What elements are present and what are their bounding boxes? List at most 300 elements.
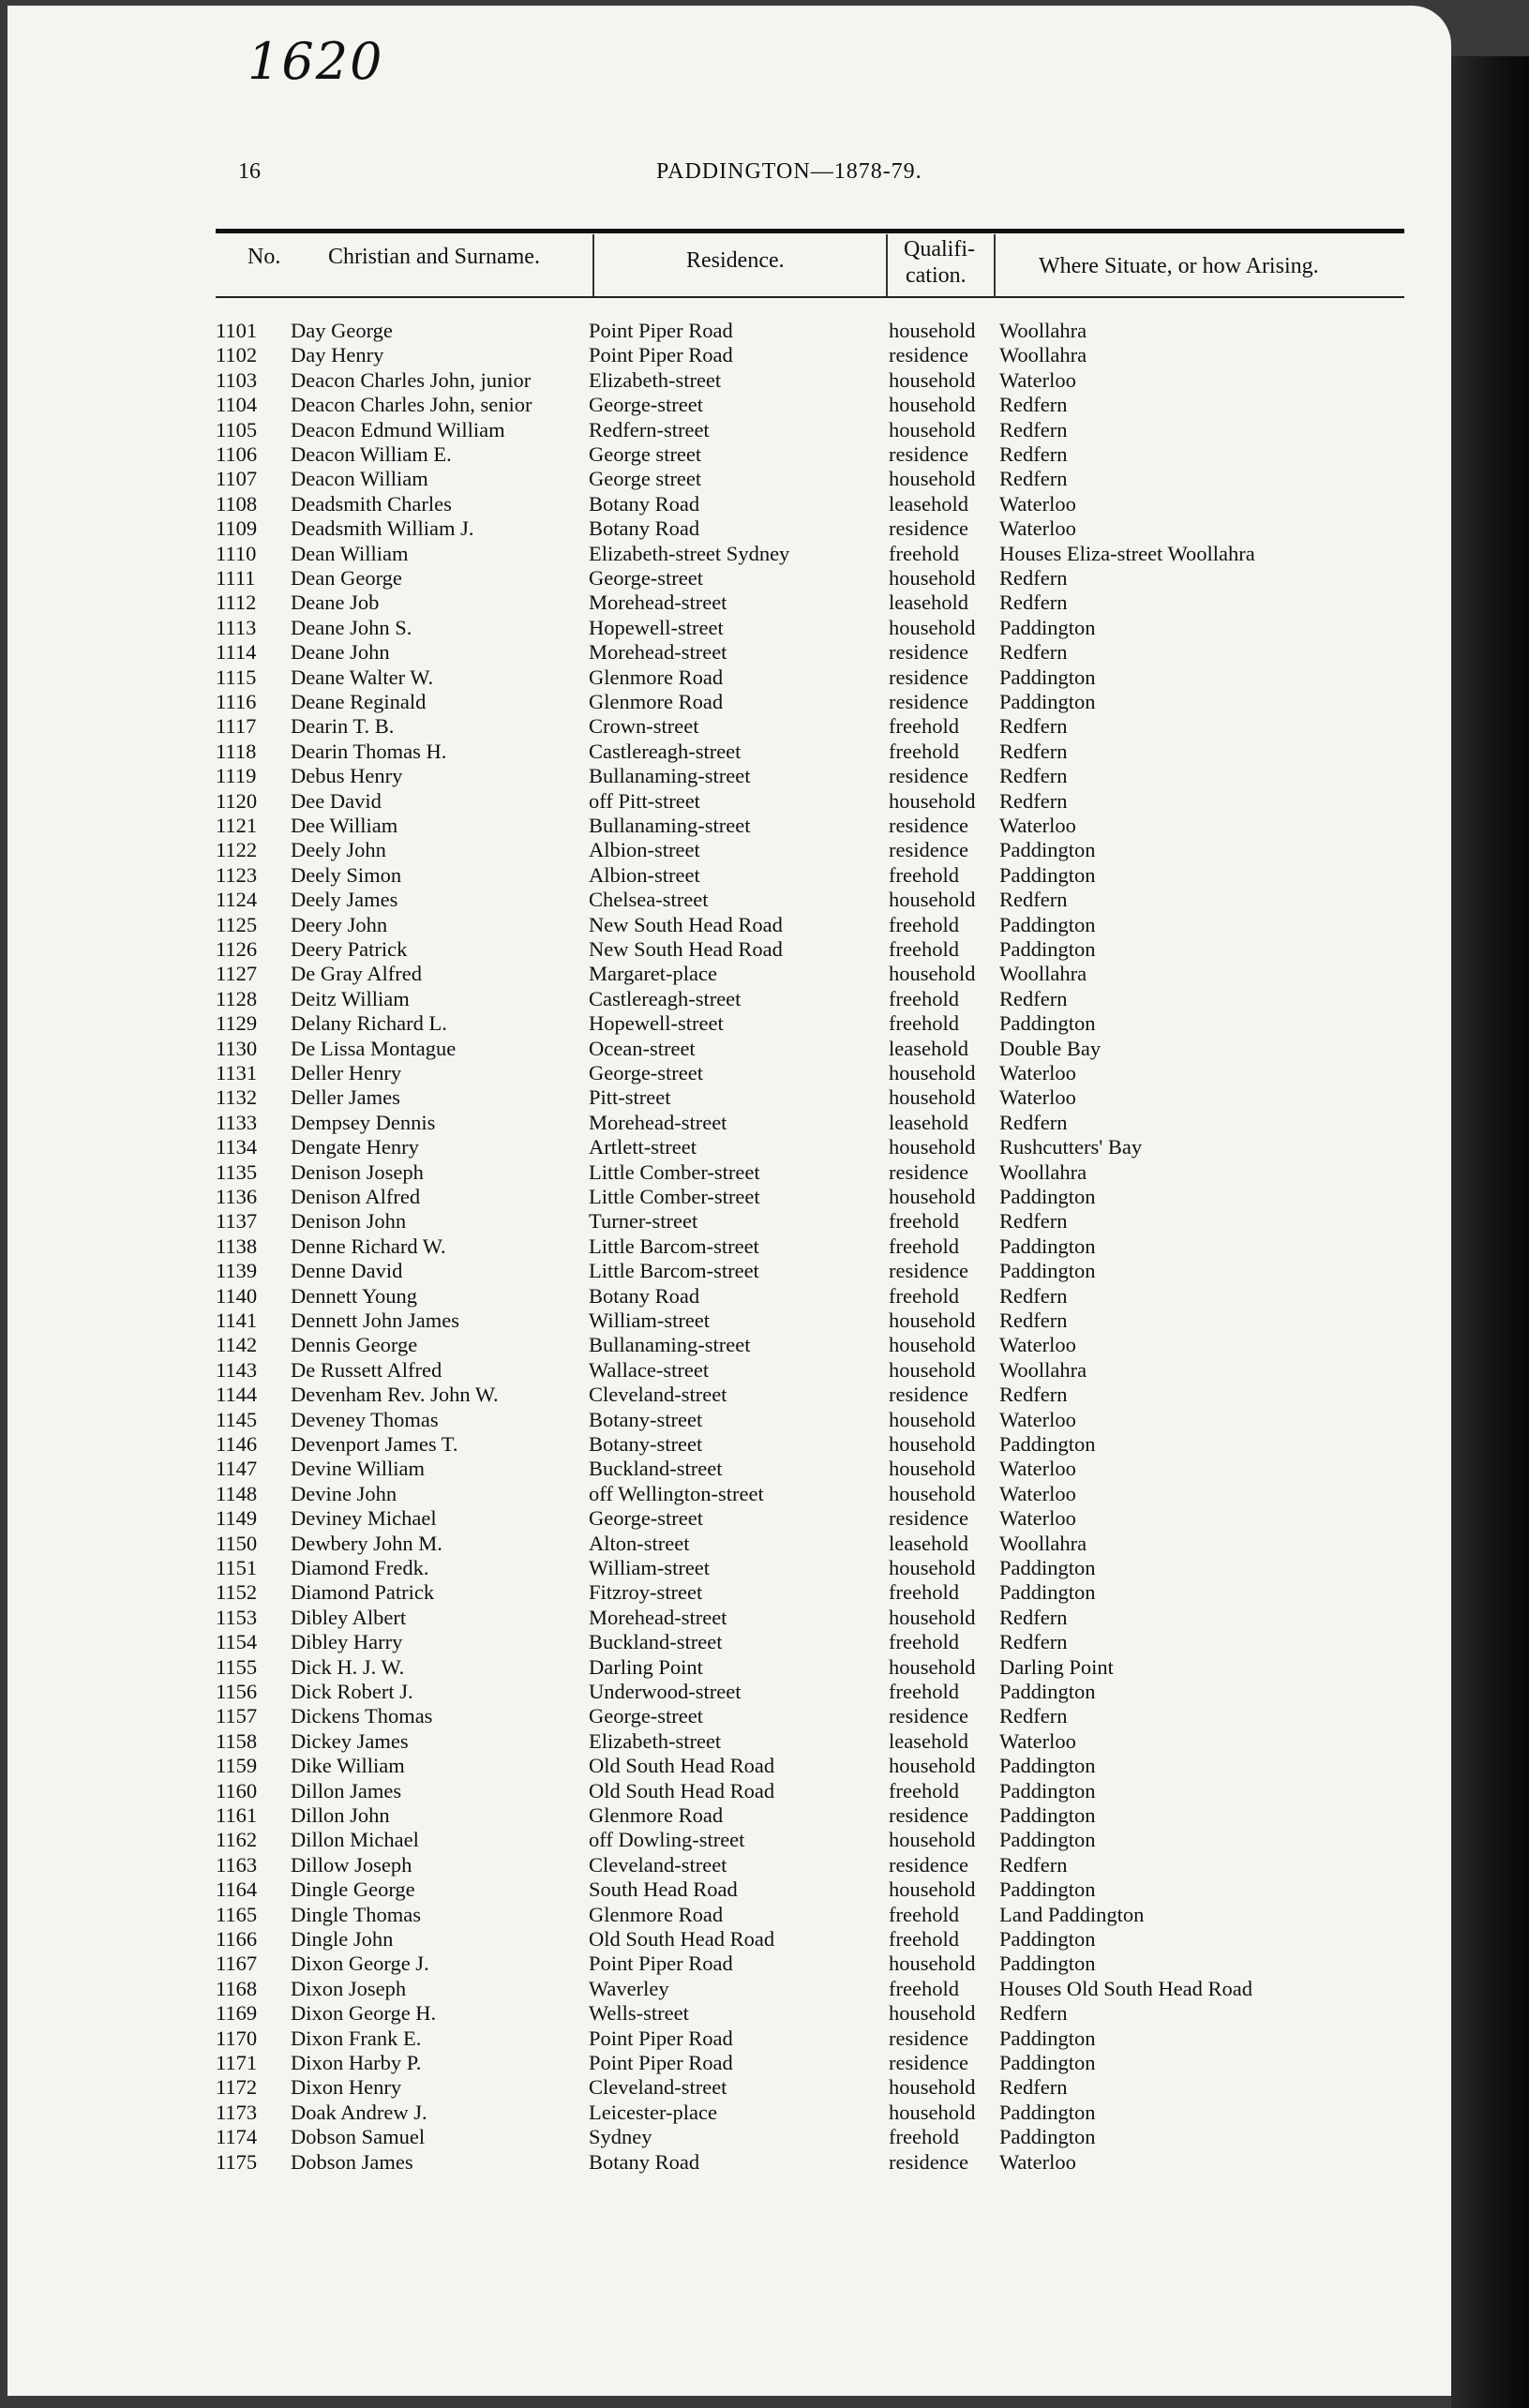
header-name: Christian and Surname. bbox=[328, 245, 540, 269]
elector-name: Devenham Rev. John W. bbox=[291, 1383, 499, 1407]
qualification-cell: freehold bbox=[889, 1209, 959, 1234]
elector-name: Dean George bbox=[291, 566, 402, 590]
qualification-cell: freehold bbox=[889, 937, 959, 961]
where-situate-cell: Redfern bbox=[999, 467, 1068, 491]
where-situate-cell: Paddington bbox=[999, 912, 1096, 936]
where-situate-cell: Paddington bbox=[999, 862, 1096, 887]
table-row bbox=[7, 1482, 1451, 1506]
table-row bbox=[7, 1383, 1451, 1407]
elector-name: Dibley Harry bbox=[291, 1630, 403, 1654]
qualification-cell: freehold bbox=[889, 1580, 959, 1605]
entry-number: 1148 bbox=[216, 1481, 258, 1505]
residence-cell: Cleveland-street bbox=[589, 2075, 727, 2100]
where-situate-cell: Waterloo bbox=[999, 491, 1076, 516]
residence-cell: Elizabeth-street Sydney bbox=[589, 541, 790, 565]
residence-cell: Little Barcom-street bbox=[589, 1259, 759, 1283]
elector-name: Dobson Samuel bbox=[291, 2125, 426, 2149]
residence-cell: Botany Road bbox=[589, 516, 700, 541]
elector-name: Dixon Joseph bbox=[291, 1976, 407, 2000]
qualification-cell: household bbox=[889, 393, 976, 417]
qualification-cell: household bbox=[889, 1333, 976, 1357]
table-row bbox=[7, 1580, 1451, 1605]
table-row bbox=[7, 937, 1451, 962]
qualification-cell: residence bbox=[889, 1506, 968, 1531]
entry-number: 1124 bbox=[216, 888, 258, 912]
entry-number: 1159 bbox=[216, 1754, 258, 1778]
residence-cell: Castlereagh-street bbox=[589, 739, 742, 763]
qualification-cell: household bbox=[889, 962, 976, 986]
qualification-cell: residence bbox=[889, 343, 968, 367]
qualification-cell: residence bbox=[889, 690, 968, 713]
table-row bbox=[7, 1309, 1451, 1333]
residence-cell: Underwood-street bbox=[589, 1680, 742, 1703]
residence-cell: Morehead-street bbox=[589, 591, 727, 615]
entry-number: 1169 bbox=[216, 2001, 258, 2026]
qualification-cell: residence bbox=[889, 764, 968, 788]
entry-number: 1105 bbox=[216, 417, 258, 441]
table-row bbox=[7, 1952, 1451, 1976]
residence-cell: New South Head Road bbox=[589, 912, 783, 936]
entry-number: 1144 bbox=[216, 1383, 258, 1407]
table-row bbox=[7, 764, 1451, 788]
elector-name: Deveney Thomas bbox=[291, 1407, 439, 1431]
table-row bbox=[7, 1037, 1451, 1061]
elector-name: Dewbery John M. bbox=[291, 1531, 442, 1555]
table-row bbox=[7, 1209, 1451, 1234]
residence-cell: George-street bbox=[589, 1061, 704, 1084]
residence-cell: Castlereagh-street bbox=[589, 986, 742, 1010]
entry-number: 1132 bbox=[216, 1085, 258, 1110]
elector-name: Deviney Michael bbox=[291, 1506, 437, 1531]
residence-cell: Hopewell-street bbox=[589, 1011, 724, 1036]
qualification-cell: freehold bbox=[889, 1902, 959, 1926]
entry-number: 1139 bbox=[216, 1259, 258, 1283]
qualification-cell: household bbox=[889, 1061, 976, 1084]
where-situate-cell: Waterloo bbox=[999, 1061, 1076, 1084]
qualification-cell: household bbox=[889, 467, 976, 491]
elector-name: Deadsmith William J. bbox=[291, 516, 474, 541]
residence-cell: Wallace-street bbox=[589, 1357, 710, 1382]
entry-number: 1109 bbox=[216, 516, 258, 541]
table-row bbox=[7, 962, 1451, 986]
entry-number: 1119 bbox=[216, 764, 257, 788]
qualification-cell: household bbox=[889, 2001, 976, 2026]
where-situate-cell: Woollahra bbox=[999, 1159, 1087, 1184]
residence-cell: Point Piper Road bbox=[589, 319, 733, 342]
entry-number: 1117 bbox=[216, 714, 257, 739]
elector-name: Deery Patrick bbox=[291, 937, 408, 961]
entry-number: 1145 bbox=[216, 1407, 258, 1431]
where-situate-cell: Redfern bbox=[999, 2001, 1068, 2026]
elector-name: Deely James bbox=[291, 888, 398, 912]
qualification-cell: household bbox=[889, 1185, 976, 1208]
qualification-cell: leasehold bbox=[889, 1728, 968, 1753]
residence-cell: Waverley bbox=[589, 1976, 669, 2000]
qualification-cell: freehold bbox=[889, 986, 959, 1010]
residence-cell: Sydney bbox=[589, 2125, 652, 2149]
residence-cell: Pitt-street bbox=[589, 1085, 671, 1110]
qualification-cell: household bbox=[889, 319, 976, 342]
residence-cell: Bullanaming-street bbox=[589, 764, 751, 788]
where-situate-cell: Woollahra bbox=[999, 962, 1087, 986]
table-row bbox=[7, 467, 1451, 491]
entry-number: 1134 bbox=[216, 1135, 258, 1159]
where-situate-cell: Paddington bbox=[999, 1754, 1096, 1778]
where-situate-cell: Redfern bbox=[999, 566, 1068, 590]
where-situate-cell: Waterloo bbox=[999, 1481, 1076, 1505]
residence-cell: George street bbox=[589, 442, 702, 466]
table-row bbox=[7, 1729, 1451, 1754]
entry-number: 1135 bbox=[216, 1159, 258, 1184]
elector-name: Deely John bbox=[291, 838, 386, 862]
where-situate-cell: Waterloo bbox=[999, 367, 1076, 392]
qualification-cell: household bbox=[889, 1309, 976, 1332]
table-row bbox=[7, 1506, 1451, 1531]
where-situate-cell: Waterloo bbox=[999, 1506, 1076, 1531]
residence-cell: Wells-street bbox=[589, 2001, 689, 2026]
column-divider bbox=[592, 234, 594, 296]
table-row bbox=[7, 1655, 1451, 1680]
residence-cell: Morehead-street bbox=[589, 640, 727, 665]
table-row bbox=[7, 666, 1451, 690]
qualification-cell: household bbox=[889, 1654, 976, 1679]
table-row bbox=[7, 1259, 1451, 1283]
where-situate-cell: Houses Old South Head Road bbox=[999, 1976, 1252, 2000]
table-row bbox=[7, 2150, 1451, 2175]
table-row bbox=[7, 640, 1451, 665]
residence-cell: Albion-street bbox=[589, 838, 700, 862]
elector-name: Dibley Albert bbox=[291, 1605, 407, 1629]
where-situate-cell: Paddington bbox=[999, 1580, 1096, 1605]
qualification-cell: residence bbox=[889, 442, 968, 466]
where-situate-cell: Redfern bbox=[999, 442, 1068, 466]
where-situate-cell: Paddington bbox=[999, 1828, 1096, 1852]
elector-name: Diamond Fredk. bbox=[291, 1556, 429, 1579]
entry-number: 1129 bbox=[216, 1011, 258, 1036]
entry-number: 1165 bbox=[216, 1902, 258, 1926]
elector-name: Denne Richard W. bbox=[291, 1234, 446, 1258]
where-situate-cell: Waterloo bbox=[999, 1728, 1076, 1753]
entry-number: 1103 bbox=[216, 367, 258, 392]
elector-name: Deane Walter W. bbox=[291, 665, 434, 689]
entry-number: 1150 bbox=[216, 1531, 258, 1555]
elector-name: Deadsmith Charles bbox=[291, 491, 452, 516]
where-situate-cell: Waterloo bbox=[999, 2149, 1076, 2174]
entry-number: 1147 bbox=[216, 1457, 258, 1481]
header-bottom-rule bbox=[216, 296, 1404, 298]
table-row bbox=[7, 393, 1451, 417]
elector-name: Dillon Michael bbox=[291, 1828, 419, 1852]
residence-cell: Alton-street bbox=[589, 1531, 690, 1555]
residence-cell: Fitzroy-street bbox=[589, 1580, 703, 1605]
elector-name: Dobson James bbox=[291, 2149, 413, 2174]
elector-name: Dickey James bbox=[291, 1728, 409, 1753]
where-situate-cell: Redfern bbox=[999, 1605, 1068, 1629]
where-situate-cell: Paddington bbox=[999, 1259, 1096, 1283]
table-row bbox=[7, 542, 1451, 566]
qualification-cell: freehold bbox=[889, 1927, 959, 1951]
elector-name: Deacon Charles John, junior bbox=[291, 367, 532, 392]
entry-number: 1130 bbox=[216, 1036, 258, 1060]
entry-number: 1162 bbox=[216, 1828, 258, 1852]
table-row bbox=[7, 2125, 1451, 2149]
qualification-cell: household bbox=[889, 2075, 976, 2100]
elector-name: Day George bbox=[291, 319, 393, 342]
qualification-cell: freehold bbox=[889, 2125, 959, 2149]
qualification-cell: residence bbox=[889, 1383, 968, 1407]
where-situate-cell: Paddington bbox=[999, 1803, 1096, 1827]
entry-number: 1157 bbox=[216, 1704, 258, 1728]
entry-number: 1171 bbox=[216, 2051, 258, 2074]
table-row bbox=[7, 1061, 1451, 1085]
entry-number: 1123 bbox=[216, 862, 258, 887]
residence-cell: Albion-street bbox=[589, 862, 700, 887]
where-situate-cell: Redfern bbox=[999, 1283, 1068, 1308]
elector-name: Deacon Edmund William bbox=[291, 417, 505, 441]
residence-cell: Botany Road bbox=[589, 491, 700, 516]
elector-name: Deitz William bbox=[291, 986, 410, 1010]
qualification-cell: leasehold bbox=[889, 491, 968, 516]
residence-cell: Old South Head Road bbox=[589, 1927, 775, 1951]
table-row bbox=[7, 1779, 1451, 1803]
elector-name: Devine William bbox=[291, 1457, 426, 1481]
entry-number: 1108 bbox=[216, 491, 258, 516]
qualification-cell: freehold bbox=[889, 1778, 959, 1802]
table-row bbox=[7, 319, 1451, 343]
elector-name: De Gray Alfred bbox=[291, 962, 422, 986]
table-row bbox=[7, 1877, 1451, 1902]
residence-cell: William-street bbox=[589, 1556, 711, 1579]
residence-cell: Darling Point bbox=[589, 1654, 703, 1679]
residence-cell: Glenmore Road bbox=[589, 1803, 724, 1827]
table-row bbox=[7, 1085, 1451, 1110]
entry-number: 1141 bbox=[216, 1309, 258, 1332]
entry-number: 1125 bbox=[216, 912, 258, 936]
table-row bbox=[7, 1111, 1451, 1135]
where-situate-cell: Land Paddington bbox=[999, 1902, 1145, 1926]
column-divider bbox=[886, 234, 888, 296]
table-row bbox=[7, 1333, 1451, 1357]
elector-name: Deane John S. bbox=[291, 615, 412, 639]
residence-cell: Buckland-street bbox=[589, 1630, 723, 1654]
where-situate-cell: Houses Eliza-street Woollahra bbox=[999, 541, 1255, 565]
where-situate-cell: Paddington bbox=[999, 2100, 1096, 2124]
header-no: No. bbox=[247, 245, 281, 269]
elector-name: Dengate Henry bbox=[291, 1135, 419, 1159]
residence-cell: Buckland-street bbox=[589, 1457, 723, 1481]
residence-cell: Little Barcom-street bbox=[589, 1234, 759, 1258]
residence-cell: Redfern-street bbox=[589, 417, 710, 441]
where-situate-cell: Paddington bbox=[999, 1011, 1096, 1036]
table-row bbox=[7, 1853, 1451, 1877]
elector-name: De Lissa Montague bbox=[291, 1036, 457, 1060]
residence-cell: Margaret-place bbox=[589, 962, 717, 986]
table-row bbox=[7, 418, 1451, 442]
table-row bbox=[7, 1135, 1451, 1159]
residence-cell: Crown-street bbox=[589, 714, 699, 739]
entry-number: 1118 bbox=[216, 739, 257, 763]
elector-name: Dillon John bbox=[291, 1803, 390, 1827]
residence-cell: William-street bbox=[589, 1309, 711, 1332]
qualification-cell: household bbox=[889, 888, 976, 912]
page-number: 16 bbox=[238, 159, 261, 184]
entry-number: 1167 bbox=[216, 1952, 258, 1976]
entry-number: 1107 bbox=[216, 467, 258, 491]
residence-cell: Cleveland-street bbox=[589, 1852, 727, 1877]
where-situate-cell: Paddington bbox=[999, 615, 1096, 639]
where-situate-cell: Redfern bbox=[999, 1309, 1068, 1332]
elector-name: Dennett Young bbox=[291, 1283, 418, 1308]
qualification-cell: freehold bbox=[889, 739, 959, 763]
where-situate-cell: Redfern bbox=[999, 640, 1068, 665]
where-situate-cell: Waterloo bbox=[999, 1333, 1076, 1357]
residence-cell: Ocean-street bbox=[589, 1036, 696, 1060]
elector-name: Deane Job bbox=[291, 591, 380, 615]
table-row bbox=[7, 1011, 1451, 1036]
table-row bbox=[7, 838, 1451, 862]
table-row bbox=[7, 1680, 1451, 1704]
residence-cell: Botany Road bbox=[589, 1283, 700, 1308]
where-situate-cell: Paddington bbox=[999, 2125, 1096, 2149]
where-situate-cell: Redfern bbox=[999, 393, 1068, 417]
table-row bbox=[7, 690, 1451, 714]
residence-cell: Glenmore Road bbox=[589, 1902, 724, 1926]
elector-name: Deller Henry bbox=[291, 1061, 402, 1084]
where-situate-cell: Paddington bbox=[999, 838, 1096, 862]
entry-number: 1161 bbox=[216, 1803, 258, 1827]
table-row bbox=[7, 1828, 1451, 1852]
entry-number: 1168 bbox=[216, 1976, 258, 2000]
residence-cell: Leicester-place bbox=[589, 2100, 717, 2124]
entry-number: 1166 bbox=[216, 1927, 258, 1951]
qualification-cell: residence bbox=[889, 1852, 968, 1877]
elector-name: Deely Simon bbox=[291, 862, 402, 887]
elector-name: Dean William bbox=[291, 541, 409, 565]
table-row bbox=[7, 740, 1451, 764]
table-row bbox=[7, 343, 1451, 367]
table-row bbox=[7, 2001, 1451, 2026]
where-situate-cell: Redfern bbox=[999, 1209, 1068, 1234]
table-row bbox=[7, 1408, 1451, 1432]
qualification-cell: household bbox=[889, 566, 976, 590]
elector-name: Dearin T. B. bbox=[291, 714, 395, 739]
entry-number: 1163 bbox=[216, 1852, 258, 1877]
residence-cell: Bullanaming-street bbox=[589, 814, 751, 837]
qualification-cell: household bbox=[889, 1481, 976, 1505]
entry-number: 1151 bbox=[216, 1556, 258, 1579]
entry-number: 1140 bbox=[216, 1283, 258, 1308]
residence-cell: Morehead-street bbox=[589, 1605, 727, 1629]
where-situate-cell: Waterloo bbox=[999, 1085, 1076, 1110]
entry-number: 1128 bbox=[216, 986, 258, 1010]
residence-cell: Little Comber-street bbox=[589, 1185, 760, 1208]
where-situate-cell: Redfern bbox=[999, 788, 1068, 813]
qualification-cell: household bbox=[889, 1556, 976, 1579]
table-row bbox=[7, 442, 1451, 467]
elector-name: Deery John bbox=[291, 912, 388, 936]
entry-number: 1136 bbox=[216, 1185, 258, 1208]
table-row bbox=[7, 1977, 1451, 2001]
table-row bbox=[7, 2051, 1451, 2075]
qualification-cell: household bbox=[889, 417, 976, 441]
qualification-cell: residence bbox=[889, 1159, 968, 1184]
qualification-cell: freehold bbox=[889, 1234, 959, 1258]
qualification-cell: residence bbox=[889, 2149, 968, 2174]
elector-name: Diamond Patrick bbox=[291, 1580, 435, 1605]
qualification-cell: household bbox=[889, 1754, 976, 1778]
residence-cell: off Pitt-street bbox=[589, 788, 700, 813]
entry-number: 1164 bbox=[216, 1877, 258, 1902]
qualification-cell: freehold bbox=[889, 912, 959, 936]
qualification-cell: residence bbox=[889, 665, 968, 689]
entry-number: 1121 bbox=[216, 814, 258, 837]
residence-cell: Turner-street bbox=[589, 1209, 698, 1234]
entry-number: 1173 bbox=[216, 2100, 258, 2124]
qualification-cell: freehold bbox=[889, 1630, 959, 1654]
elector-name: Dennett John James bbox=[291, 1309, 459, 1332]
where-situate-cell: Paddington bbox=[999, 1778, 1096, 1802]
page-title: PADDINGTON—1878-79. bbox=[656, 159, 922, 184]
where-situate-cell: Paddington bbox=[999, 937, 1096, 961]
table-row bbox=[7, 1704, 1451, 1728]
residence-cell: Morehead-street bbox=[589, 1110, 727, 1134]
elector-name: Day Henry bbox=[291, 343, 384, 367]
elector-name: Dillow Joseph bbox=[291, 1852, 412, 1877]
entry-number: 1174 bbox=[216, 2125, 258, 2149]
elector-name: Devine John bbox=[291, 1481, 397, 1505]
elector-name: Dixon Henry bbox=[291, 2075, 402, 2100]
table-row bbox=[7, 1358, 1451, 1383]
where-situate-cell: Paddington bbox=[999, 1927, 1096, 1951]
table-row bbox=[7, 566, 1451, 591]
entry-number: 1127 bbox=[216, 962, 258, 986]
elector-name: De Russett Alfred bbox=[291, 1357, 442, 1382]
qualification-cell: leasehold bbox=[889, 591, 968, 615]
elector-name: Denison John bbox=[291, 1209, 407, 1234]
table-row bbox=[7, 616, 1451, 640]
residence-cell: George-street bbox=[589, 566, 704, 590]
where-situate-cell: Paddington bbox=[999, 1432, 1096, 1456]
where-situate-cell: Paddington bbox=[999, 1185, 1096, 1208]
residence-cell: Point Piper Road bbox=[589, 2026, 733, 2050]
elector-name: Dingle George bbox=[291, 1877, 415, 1902]
where-situate-cell: Redfern bbox=[999, 1110, 1068, 1134]
entry-number: 1153 bbox=[216, 1605, 258, 1629]
table-row bbox=[7, 2027, 1451, 2051]
qualification-cell: household bbox=[889, 2100, 976, 2124]
header-qualification-line2: cation. bbox=[906, 263, 967, 288]
entry-number: 1116 bbox=[216, 690, 257, 713]
table-row bbox=[7, 814, 1451, 838]
elector-name: Deane Reginald bbox=[291, 690, 427, 713]
elector-name: Dike William bbox=[291, 1754, 405, 1778]
elector-name: Dick H. J. W. bbox=[291, 1654, 405, 1679]
qualification-cell: household bbox=[889, 1605, 976, 1629]
table-row bbox=[7, 1803, 1451, 1828]
residence-cell: Bullanaming-street bbox=[589, 1333, 751, 1357]
residence-cell: Botany-street bbox=[589, 1407, 703, 1431]
residence-cell: Point Piper Road bbox=[589, 2051, 733, 2074]
qualification-cell: household bbox=[889, 1457, 976, 1481]
qualification-cell: household bbox=[889, 367, 976, 392]
elector-name: Debus Henry bbox=[291, 764, 403, 788]
elector-name: Doak Andrew J. bbox=[291, 2100, 427, 2124]
table-row bbox=[7, 1284, 1451, 1309]
qualification-cell: residence bbox=[889, 2051, 968, 2074]
qualification-cell: residence bbox=[889, 814, 968, 837]
elector-name: Dingle Thomas bbox=[291, 1902, 421, 1926]
residence-cell: George-street bbox=[589, 1704, 704, 1728]
